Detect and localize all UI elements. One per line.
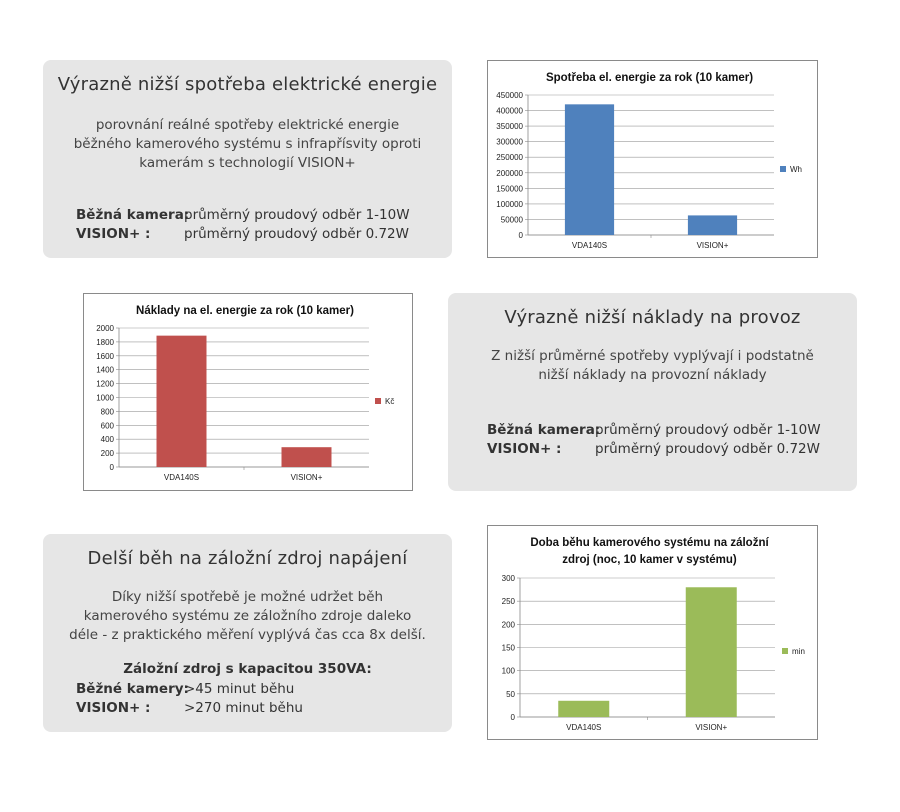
chart-energy-consumption: [487, 60, 818, 258]
y-tick-label: 200: [501, 620, 515, 630]
chart-svg: [84, 294, 414, 492]
panel-description: Z nižší průměrné spotřeby vyplývají i podstatně nižší náklady na provozní náklady: [491, 348, 814, 383]
y-tick-label: 0: [518, 231, 523, 240]
panel-backup-power: [43, 534, 452, 732]
y-tick-label: 600: [100, 421, 114, 431]
y-tick-label: 1800: [96, 337, 114, 347]
chart-svg: [488, 526, 819, 741]
y-tick-label: 150000: [496, 184, 523, 194]
panel-subtitle: Záložní zdroj s kapacitou 350VA:: [123, 661, 372, 677]
y-tick-label: 250: [501, 597, 515, 607]
legend-label: min: [792, 647, 805, 656]
y-tick-label: 450000: [496, 91, 523, 100]
spec-row: VISION+ : >270 minut běhu: [76, 700, 303, 716]
chart-title: Doba běhu kamerového systému na záložní: [530, 537, 769, 549]
spec-row: VISION+ : průměrný proudový odběr 0.72W: [487, 441, 820, 457]
spec-list: [76, 680, 303, 718]
panel-description: Díky nižší spotřebě je možné udržet běh kamerového systému ze záložního zdroje daleko déle - z praktického měření vyplývá čas cca 8x delší.: [69, 589, 426, 643]
y-tick-label: 1200: [96, 379, 114, 389]
spec-list: [487, 421, 821, 459]
spec-row: Běžná kamera:průměrný proudový odběr 1-10W: [76, 207, 410, 223]
spec-list: [76, 206, 410, 244]
chart-title: zdroj (noc, 10 kamer v systému): [562, 554, 737, 566]
chart-title: Spotřeba el. energie za rok (10 kamer): [545, 72, 754, 84]
bar: [282, 447, 332, 467]
y-tick-label: 50: [506, 689, 515, 699]
panel-title: Výrazně nižší spotřeba elektrické energie: [57, 74, 438, 95]
spec-row: VISION+ : průměrný proudový odběr 0.72W: [76, 226, 409, 242]
y-tick-label: 1600: [96, 351, 114, 361]
chart-svg: [488, 61, 819, 259]
panel-description: porovnání reálné spotřeby elektrické energie běžného kamerového systému s infrapřísvity oproti kamerám s technologií VISION+: [73, 117, 422, 171]
y-tick-label: 100000: [496, 199, 523, 209]
y-tick-label: 50000: [500, 215, 523, 225]
legend-swatch: [375, 398, 381, 404]
y-tick-label: 150: [501, 643, 515, 653]
x-tick-label: VDA140S: [163, 473, 200, 482]
y-tick-label: 350000: [496, 122, 523, 132]
spec-row: Běžné kamery:>45 minut běhu: [76, 681, 295, 697]
legend-swatch: [782, 648, 788, 654]
x-tick-label: VISION+: [696, 241, 729, 250]
y-tick-label: 1000: [96, 393, 114, 403]
bar: [157, 336, 207, 467]
bar: [688, 215, 737, 235]
y-tick-label: 200: [100, 449, 114, 459]
y-tick-label: 400: [100, 435, 114, 445]
x-tick-label: VISION+: [695, 723, 728, 732]
legend-label: Kč: [385, 397, 395, 406]
y-tick-label: 300: [501, 574, 515, 583]
bar: [565, 104, 614, 235]
chart-energy-costs: [83, 293, 413, 491]
y-tick-label: 300000: [496, 137, 523, 147]
legend-label: Wh: [790, 165, 802, 174]
y-tick-label: 0: [510, 713, 515, 722]
legend-swatch: [780, 166, 786, 172]
panel-title: Výrazně nižší náklady na provoz: [504, 307, 801, 328]
panel-energy-consumption: [43, 60, 452, 258]
y-tick-label: 100: [501, 666, 515, 676]
x-tick-label: VISION+: [290, 473, 323, 482]
chart-title: Náklady na el. energie za rok (10 kamer): [136, 305, 354, 317]
y-tick-label: 800: [100, 407, 114, 417]
y-tick-label: 2000: [96, 324, 114, 333]
y-tick-label: 250000: [496, 153, 523, 163]
panel-title: Delší běh na záložní zdroj napájení: [87, 548, 408, 569]
y-tick-label: 0: [109, 463, 114, 472]
y-tick-label: 1400: [96, 365, 114, 375]
y-tick-label: 200000: [496, 168, 523, 178]
chart-backup-runtime: [487, 525, 818, 740]
bar: [558, 701, 609, 717]
panel-operating-costs: [448, 293, 857, 491]
bar: [686, 587, 737, 717]
spec-row: Běžná kamera:průměrný proudový odběr 1-10W: [487, 422, 821, 438]
x-tick-label: VDA140S: [571, 241, 608, 250]
x-tick-label: VDA140S: [566, 723, 602, 732]
y-tick-label: 400000: [496, 106, 523, 116]
